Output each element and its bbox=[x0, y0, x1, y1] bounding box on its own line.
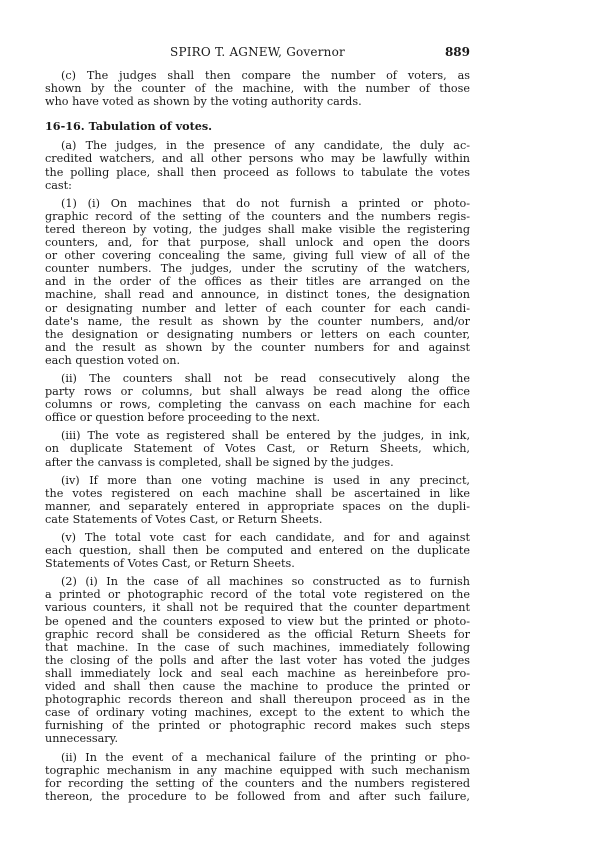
text-line: graphic record shall be considered as the official Return Sheets for bbox=[45, 627, 470, 641]
text-line: who have voted as shown by the voting authority cards. bbox=[45, 95, 362, 109]
running-header bbox=[45, 45, 470, 61]
text-line: cast: bbox=[45, 178, 72, 192]
text-line: the votes registered on each machine shall be ascertained in like bbox=[45, 486, 470, 500]
text-line: office or question before proceeding to the next. bbox=[45, 411, 321, 425]
text-line: that machine. In the case of such machines, immediately following bbox=[45, 640, 470, 654]
text-line: and in the order of the offices as their titles are arranged on the bbox=[45, 275, 470, 289]
text-line: manner, and separately entered in appropriate spaces on the dupli- bbox=[45, 499, 470, 513]
text-line: the polling place, shall then proceed as follows to tabulate the votes bbox=[45, 165, 470, 179]
paragraph bbox=[45, 372, 470, 424]
text-line: the closing of the polls and after the last voter has voted the judges bbox=[45, 653, 470, 667]
text-line: each question voted on. bbox=[45, 353, 181, 367]
text-line: thereon, the procedure to be followed from and after such failure, bbox=[45, 789, 470, 803]
text-line: (ii) In the event of a mechanical failure of the printing or pho- bbox=[61, 750, 470, 764]
text-line: (a) The judges, in the presence of any candidate, the duly ac- bbox=[61, 139, 470, 153]
text-line: various counters, it shall not be required that the counter department bbox=[45, 601, 470, 615]
text-line: shall immediately lock and seal each machine as hereinbefore pro- bbox=[45, 666, 470, 680]
text-line: counters, and, for that purpose, shall unlock and open the doors bbox=[45, 236, 470, 250]
text-line: shown by the counter of the machine, with the number of those bbox=[45, 82, 470, 96]
text-line: be opened and the counters exposed to view but the printed or photo- bbox=[45, 614, 470, 628]
paragraph bbox=[45, 429, 470, 468]
text-line: each question, shall then be computed and entered on the duplicate bbox=[45, 544, 470, 558]
text-line: (ii) The counters shall not be read consecutively along the bbox=[61, 371, 470, 385]
paragraph bbox=[45, 531, 470, 570]
text-line: graphic record of the setting of the counters and the numbers regis- bbox=[45, 209, 470, 223]
text-line: tered thereon by voting, the judges shall make visible the registering bbox=[45, 222, 470, 236]
paragraph bbox=[45, 474, 470, 526]
text-line: case of ordinary voting machines, except to the extent to which the bbox=[45, 706, 470, 720]
text-line: 16-16. Tabulation of votes. bbox=[45, 120, 213, 134]
text-line: a printed or photographic record of the total vote registered on the bbox=[45, 588, 470, 602]
text-line: Statements of Votes Cast, or Return Sheets. bbox=[45, 557, 295, 571]
text-line: unnecessary. bbox=[45, 732, 119, 746]
text-line: credited watchers, and all other persons who may be lawfully within bbox=[45, 152, 470, 166]
text-line: (c) The judges shall then compare the number of voters, as bbox=[61, 69, 470, 82]
paragraph bbox=[45, 751, 470, 803]
text-line: for recording the setting of the counters and the numbers registered bbox=[45, 776, 470, 790]
paragraph bbox=[45, 139, 470, 191]
text-line: party rows or columns, but shall always be read along the office bbox=[45, 385, 470, 399]
section-heading bbox=[45, 120, 470, 133]
text-line: (2) (i) In the case of all machines so constructed as to furnish bbox=[61, 575, 470, 589]
text-line: (v) The total vote cast for each candidate, and for and against bbox=[61, 531, 470, 544]
text-line: vided and shall then cause the machine to produce the printed or bbox=[45, 680, 470, 694]
paragraph bbox=[45, 575, 470, 745]
text-line: columns or rows, completing the canvass on each machine for each bbox=[45, 398, 470, 412]
text-line: cate Statements of Votes Cast, or Return Sheets. bbox=[45, 512, 323, 526]
text-line: or other covering concealing the same, giving full view of all of the bbox=[45, 249, 470, 263]
page-number: 889 bbox=[444, 45, 470, 59]
text-line: date's name, the result as shown by the counter numbers, and/or bbox=[45, 314, 470, 328]
text-line: after the canvass is completed, shall be signed by the judges. bbox=[45, 455, 394, 469]
paragraph bbox=[45, 69, 470, 108]
text-line: tographic mechanism in any machine equipped with such mechanism bbox=[45, 763, 470, 777]
text-line: (1) (i) On machines that do not furnish a printed or photo- bbox=[61, 196, 470, 210]
text-line: counter numbers. The judges, under the scrutiny of the watchers, bbox=[45, 262, 470, 276]
text-line: or designating number and letter of each counter for each candi- bbox=[45, 301, 470, 315]
text-line: (iii) The vote as registered shall be entered by the judges, in ink, bbox=[61, 429, 470, 443]
text-line: on duplicate Statement of Votes Cast, or Return Sheets, which, bbox=[45, 442, 470, 456]
text-line: the designation or designating numbers or letters on each counter, bbox=[45, 327, 470, 341]
page-body bbox=[45, 69, 470, 808]
text-line: machine, shall read and announce, in distinct tones, the designation bbox=[45, 288, 470, 302]
paragraph bbox=[45, 197, 470, 367]
text-line: (iv) If more than one voting machine is used in any precinct, bbox=[61, 473, 470, 487]
text-line: photographic records thereon and shall thereupon proceed as in the bbox=[45, 693, 470, 707]
text-line: furnishing of the printed or photographic record makes such steps bbox=[45, 719, 470, 733]
text-line: and the result as shown by the counter numbers for and against bbox=[45, 340, 470, 354]
running-head-title: SPIRO T. AGNEW, Governor bbox=[170, 45, 345, 59]
